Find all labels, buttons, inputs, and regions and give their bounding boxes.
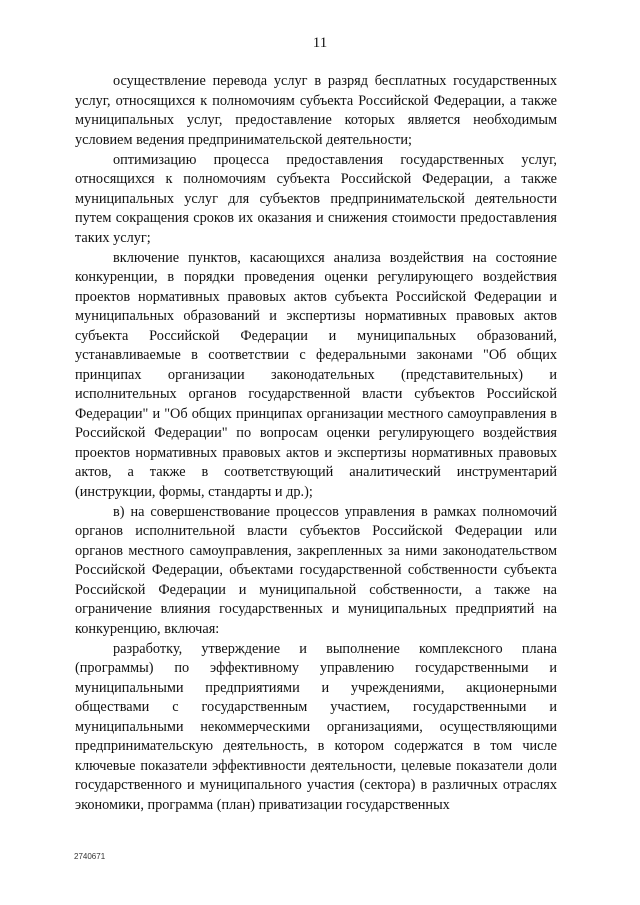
paragraph: осуществление перевода услуг в разряд бесплатных государственных услуг, относящихся к полномочиям субъекта Российской Федерации, а также муниципальных услуг, предоставление которых является необходимым условием ведения предпринимательской деятельности;	[75, 73, 557, 148]
page-number: 11	[312, 35, 328, 51]
paragraph: разработку, утверждение и выполнение комплексного плана (программы) по эффективному управлению государственными и муниципальными предприятиями и учреждениями, акционерными обществами с государственным участием, государственными и муниципальными некоммерческими организациями, осуществляющими предпринимательскую деятельность, в котором содержатся в том числе ключевые показатели эффективности деятельности, целевые показатели доли государственного и муниципального участия (сектора) в различных отраслях экономики, программа (план) приватизации государственных	[75, 640, 557, 813]
paragraph: оптимизацию процесса предоставления государственных услуг, относящихся к полномочиям субъекта Российской Федерации, а также муниципальных услуг для субъектов предпринимательской деятельности путем сокращения сроков их оказания и снижения стоимости предоставления таких услуг;	[75, 151, 557, 246]
paragraph: включение пунктов, касающихся анализа воздействия на состояние конкуренции, в порядки проведения оценки регулирующего воздействия проектов нормативных правовых актов субъекта Российской Федерации и муниципальных образований и экспертизы нормативных правовых актов субъекта Российской Федерации и муниципальных образований, устанавливаемые в соответствии с федеральными законами "Об общих принципах организации законодательных (представительных) и исполнительных органов государственной власти субъектов Российской Федерации" и "Об общих принципах организации местного самоуправления в Российской Федерации" по вопросам оценки регулирующего воздействия проектов нормативных правовых актов и экспертизы нормативных правовых актов, а также в соответствующий аналитический инструментарий (инструкции, формы, стандарты и др.);	[75, 249, 557, 500]
document-code: 2740671	[74, 852, 106, 861]
document-body	[75, 72, 557, 816]
paragraph: в) на совершенствование процессов управления в рамках полномочий органов исполнительной власти субъектов Российской Федерации или органов местного самоуправления, закрепленных за ними законодательством Российской Федерации, объектами государственной собственности субъекта Российской Федерации и муниципальной собственности, а также на ограничение влияния государственных и муниципальных предприятий на конкуренцию, включая:	[75, 503, 557, 637]
